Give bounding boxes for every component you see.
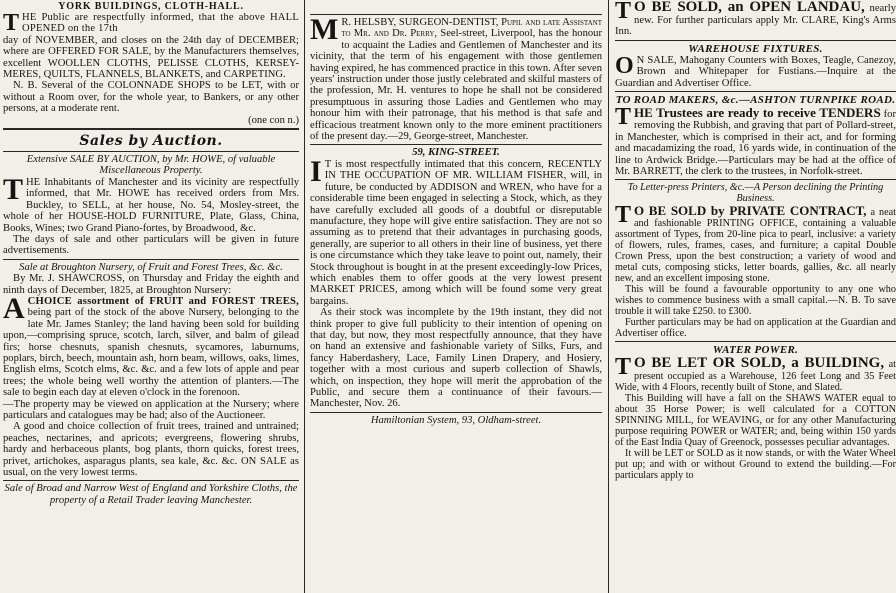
howe-heading: Extensive SALE BY AUCTION, by Mr. HOWE, of valuable Miscellaneous Property.	[26, 154, 276, 177]
helsby-body: Seel-street, Liverpool, has the honour to acquaint the Ladies and Gentlemen of Manchester and its vicinity, that the term of his engagement with those gentlemen having expired, he has commenced practice in this town. After seven years' instruction under those justly celebrated and skilful masters of the profession, Mr. H. ventures to hope he shall not be considered presumptuous in assuring those Ladies and Gentlemen who may honour him with their patronage, that his method is that safe and efficacious treatment known only to the more eminent practitioners of the present day.—29, George-street, Manchester.	[310, 28, 602, 143]
road-heading: TO ROAD MAKERS, &c.—ASHTON TURNPIKE ROAD.	[615, 94, 896, 107]
landau-lead: O BE SOLD, an OPEN LANDAU,	[634, 0, 865, 15]
water-heading: WATER POWER.	[712, 344, 799, 357]
column-rule-2	[608, 0, 609, 593]
howe-advert	[3, 154, 299, 257]
column-1	[0, 0, 303, 593]
helsby-advert	[310, 13, 602, 143]
print-drop-cap: T	[615, 202, 632, 229]
water-lead: O BE LET OR SOLD, a BUILDING,	[634, 355, 885, 372]
york-lead-text: HE Public are respectfully informed, that the above HALL OPENED on the 17th	[22, 12, 299, 35]
divider	[615, 341, 896, 342]
divider	[310, 412, 602, 413]
road-makers-advert	[615, 94, 896, 177]
york-drop-cap: T	[3, 10, 20, 36]
water-tail: It will be LET or SOLD as it now stands, or with the Water Wheel put up; and with or without Ground to extend the building.—For particulars apply to	[615, 448, 896, 482]
howe-body-text: HE Inhabitants of Manchester and its vicinity are respectfully informed, that Mr. HOWE has received orders from Mrs. Buckley, to SELL, at her house, No. 54, Mosley-street, the whole of her HOUSE-HOLD FURNITURE, Plate, Glass, China, Books, Wines; two Grand Piano-fortes, by Broadwood, &c.	[3, 176, 299, 234]
divider	[3, 128, 299, 130]
nursery-more: A good and choice collection of fruit trees, trained and untrained; peaches, nectarines, and apricots; evergreens, flowering shrubs, hardy and herbaceous plants, bog plants, thorn quicks, forest trees, privet, artichokes, asparagus plants, sea kale, &c. &c. ON SALE as usual, on the very lowest terms.	[3, 421, 299, 479]
helsby-lead-text: R. HELSBY, SURGEON-DENTIST, Pupil and late Assistant to Mr. and Dr. Perry,	[341, 17, 602, 40]
york-buildings-advert	[3, 1, 299, 126]
landau-body	[615, 0, 896, 38]
print-apply: Further particulars may be had on application at the Guardian and Advertiser office.	[615, 317, 896, 340]
print-heading: To Letter-press Printers, &c.—A Person declining the Printing Business.	[627, 182, 884, 205]
road-lead: HE Trustees are ready to receive TENDERS	[634, 105, 881, 121]
howe-drop-cap: T	[3, 172, 24, 206]
column-2	[306, 0, 606, 593]
print-more: This will be found a favourable opportunity to any one who wishes to commence business with a small capital.—N. B. To save trouble it will take £250. to £300.	[615, 284, 896, 318]
king-street-body	[310, 154, 602, 307]
warehouse-body-text: N SALE, Mahogany Counters with Boxes, Teagle, Canezoy, Brown and Whitepaper for Fustians.—Inquire at the Guardian and Advertiser Office.	[615, 54, 896, 89]
landau-body-text: nearly new. For further particulars apply Mr. CLARE, King's Arms Inn.	[615, 3, 896, 38]
king-lead: T is most respectfully intimated that this concern,	[324, 158, 544, 170]
print-body	[615, 204, 896, 284]
water-body	[615, 356, 896, 393]
york-body: day of NOVEMBER, and closes on the 24th day of DECEMBER; where are OFFERED FOR SALE, by the Manufacturers themselves, excellent WOOLLEN CLOTHS, PELISSE CLOTHS, KERSEY-MERES, QUILTS, FLANNELS, BLANKETS, and CARPETING.	[3, 34, 299, 81]
landau-drop-cap: T	[615, 0, 632, 24]
king-street-more: As their stock was incomplete by the 19th instant, they did not think proper to give full publicity to their intention of opening on that day, but now, they most respectfully announce, that they have on hand an extensive and fashionable variety of Silks, Furs, and fancy Haberdashery, Lace, Family Linen Drapery, and Hosiery, together with a most curious and superb collection of Shawls, which, on inspection, they hope will merit the approbation of the Public, and secure them a continuance of their favours.—Manchester, Nov. 26.	[310, 307, 602, 410]
column-rule-1	[304, 0, 305, 593]
nursery-drop-cap: A	[3, 291, 25, 325]
sales-by-auction-title: Sales by Auction.	[79, 133, 223, 150]
column-3	[611, 0, 896, 593]
york-signature: (one con ⁠n.)	[248, 114, 299, 126]
nursery-body-text: being part of the stock of the above Nursery, belonging to the late Mr. James Stanley; the land having been sold for building upon,—comprising spruce, scotch, larch, silver, and balm of gilead firs; horse chesnuts, spanish chesnuts, sycamores, laburnums, poplars, birch, beech, mountain ash, horn beam, willows, oaks, limes, English elms, Scotch elms, &c. &c. and a few lots of apple and pear trees; the whole being well worthy the attention of planters.—The sale to begin each day at eleven o'clock in the forenoon.	[3, 307, 299, 399]
divider	[615, 40, 896, 41]
nursery-heading: Sale at Broughton Nursery, of Fruit and Forest Trees, &c. &c.	[19, 261, 283, 273]
broughton-nursery-advert	[3, 262, 299, 479]
king-street-heading: 59, KING-STREET.	[412, 147, 500, 159]
king-drop-cap: I	[310, 154, 322, 188]
road-drop-cap: T	[615, 104, 632, 131]
divider	[310, 14, 602, 15]
hamiltonian-heading: Hamiltonian System, 93, Oldham-street.	[370, 414, 542, 426]
nursery-lead: CHOICE assortment of FRUIT and FOREST TREES,	[27, 295, 299, 307]
warehouse-drop-cap: O	[615, 52, 634, 79]
road-body	[615, 106, 896, 177]
print-body-text: a neat and fashionable PRINTING OFFICE, containing a valuable assortment of Types, from 20-line pica to pearl, inclusive: a variety of flowers, rules, frames, cases, and furniture; a capital Double Crown Press, upon the best construction; a variety of wood and metal cuts, composing sticks, letter boards, gallies, &c. all nearly new, and an excellent imposing stone.	[615, 207, 896, 285]
water-power-advert	[615, 344, 896, 481]
nursery-body	[3, 291, 299, 399]
nursery-view: —The property may be viewed on application at the Nursery; where particulars and catalogues may be had; also of the Auctioneer.	[3, 398, 299, 421]
printing-office-advert	[615, 182, 896, 339]
warehouse-advert	[615, 43, 896, 89]
divider	[310, 144, 602, 145]
helsby-drop-cap: M	[310, 13, 339, 46]
york-nb: N. B. Several of the COLONNADE SHOPS to be LET, with or without a Room over, for the whole year, to Bankers, or any other persons, at a moderate rent.	[3, 80, 299, 115]
nursery-intro: By Mr. J. SHAWCROSS, on Thursday and Friday the eighth and ninth days of December, 1825, at Broughton Nursery:	[3, 273, 299, 296]
warehouse-heading: WAREHOUSE FIXTURES.	[688, 42, 823, 55]
king-body-text: RECENTLY IN THE OCCUPATION OF MR. WILLIAM FISHER, will, in future, be conducted by ADDISON and WREN, who have for a considerable time been engaged in selecting a Stock, which, as they have carefully excluded all goods of a doubtful or disreputable manufacture, they hope will give entire satisfaction. They are not so assuming as to pretend that their advantages in purchasing goods, generally, are superior to all others in their line of business, yet there is one circumstance which they take leave to point out, namely, their Stock throughout is bought in at the present exceedingly-low Prices, which enables them to offer goods at the very lowest present MARKET PRICES, among which will be found some very great bargains.	[310, 158, 602, 307]
howe-more: The days of sale and other particulars will be given in future advertisements.	[3, 233, 299, 257]
landau-advert	[615, 0, 896, 38]
print-lead: O BE SOLD by PRIVATE CONTRACT,	[634, 203, 867, 219]
water-body-text: at present occupied as a Warehouse, 126 feet Long and 35 Feet Wide, with 4 Floors, recently built of Stone, and Slated.	[615, 359, 896, 394]
water-drop-cap: T	[615, 354, 632, 381]
warehouse-body	[615, 52, 896, 89]
divider	[615, 91, 896, 92]
howe-body	[3, 172, 299, 234]
divider	[3, 151, 299, 152]
divider	[3, 480, 299, 481]
divider	[615, 179, 896, 180]
divider	[3, 259, 299, 260]
road-body-text: for removing the Rubbish, and graving that part of Pollard-street, in Manchester, which is comprised in their act, and for forming and macadamizing the road, 16 yards wide, in continuation of the line to Ardwick Bridge.—Particulars may be had at the office of Mr. BARRETT, the clerk to the trustees, in Norfolk-street.	[615, 109, 896, 178]
water-more: This Building will have a fall on the SHAWS WATER equal to about 35 Horse Power; is well calculated for a COTTON SPINNING MILL, for WEAVING, or for any other Manufacturing purpose requiring POWER or WATER; and, being within 150 yards of the East India Quay of Greenock, possesses peculiar advantages.	[615, 393, 896, 449]
king-street-advert	[310, 147, 602, 409]
york-heading: YORK BUILDINGS, CLOTH-HALL.	[58, 1, 244, 12]
broad-cloths-heading: Sale of Broad and Narrow West of England and Yorkshire Cloths, the property of a Retail Trader leaving Manchester.	[4, 483, 298, 506]
helsby-lead	[310, 13, 602, 143]
york-lead	[3, 12, 299, 35]
